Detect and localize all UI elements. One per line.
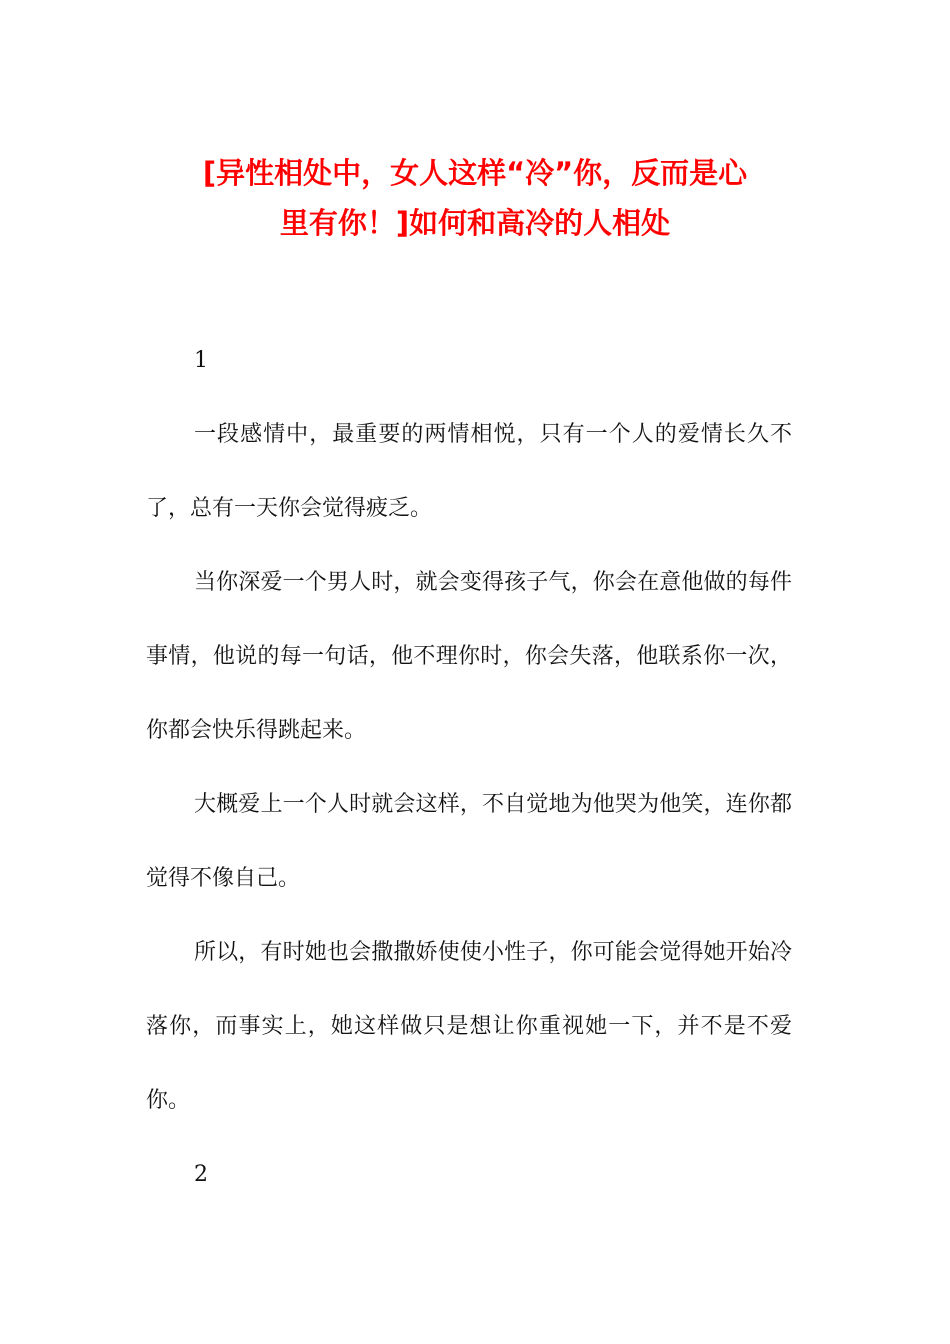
section-number-2: 2: [194, 1162, 208, 1187]
paragraph-3: 大概爱上一个人时就会这样，不自觉地为他哭为他笑，连你都觉得不像自己。: [146, 792, 792, 891]
title-line-1: [异性相处中，女人这样“冷”你，反而是心: [202, 156, 748, 190]
paragraph-1: 一段感情中，最重要的两情相悦，只有一个人的爱情长久不了，总有一天你会觉得疲乏。: [146, 422, 792, 521]
paragraph-2: 当你深爱一个男人时，就会变得孩子气，你会在意他做的每件事情，他说的每一句话，他不理你时，你会失落，他联系你一次，你都会快乐得跳起来。: [146, 570, 792, 743]
document-body: [146, 324, 792, 1212]
document-title: [120, 148, 830, 248]
paragraph-4: 所以，有时她也会撒撒娇使使小性子，你可能会觉得她开始冷落你，而事实上，她这样做只是想让你重视她一下，并不是不爱你。: [146, 940, 792, 1113]
section-number-1: 1: [194, 348, 208, 373]
title-line-2: 里有你！]如何和高冷的人相处: [279, 206, 671, 240]
